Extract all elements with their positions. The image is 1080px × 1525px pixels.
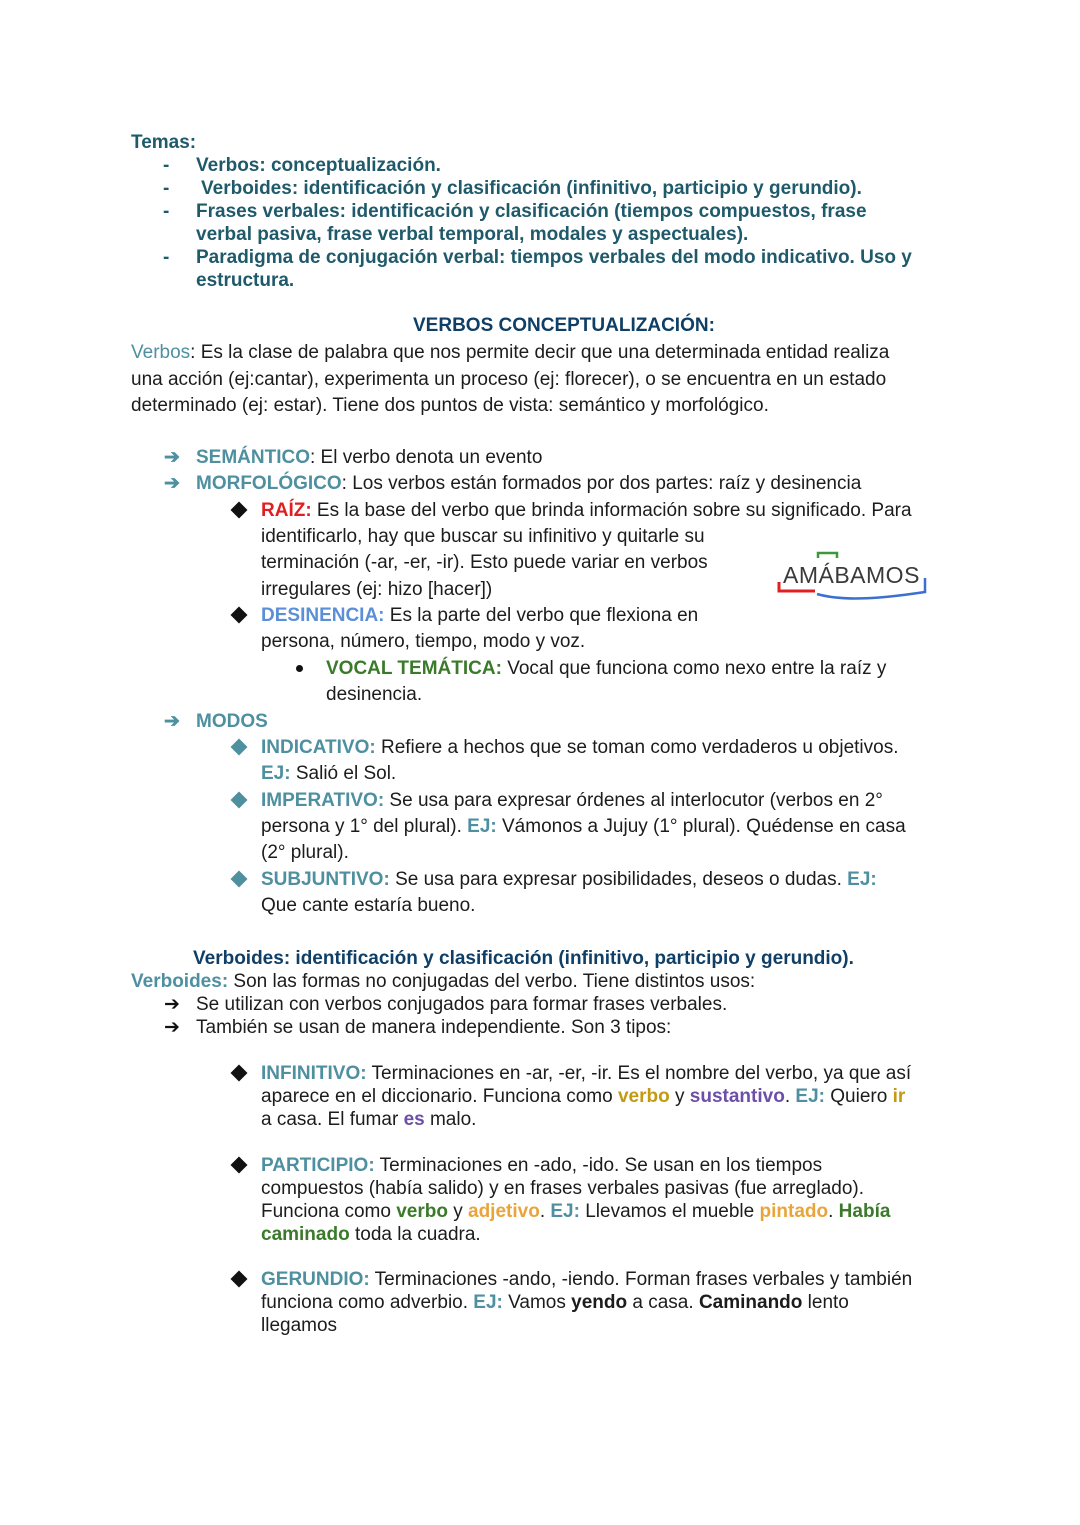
desinencia-item <box>261 604 698 627</box>
gerundio-label: GERUNDIO: <box>261 1269 370 1290</box>
verbo-word: verbo <box>617 1086 670 1107</box>
gerundio-text: funciona como adverbio. <box>261 1292 474 1313</box>
subjuntivo-label: SUBJUNTIVO: <box>261 869 390 890</box>
infinitivo-line <box>261 1108 476 1131</box>
dash-marker: - <box>163 155 170 176</box>
list-item: Se utilizan con verbos conjugados para formar frases verbales. <box>196 994 728 1015</box>
ej-label: EJ: <box>550 1201 580 1222</box>
gerundio-line <box>261 1291 849 1314</box>
imperativo-text: persona y 1° del plural). <box>261 816 468 837</box>
definition-text: : Es la clase de palabra que nos permite decir que una determinada entidad realiza <box>190 342 890 363</box>
yendo-word: yendo <box>571 1292 628 1313</box>
subjuntivo-text: Se usa para expresar posibilidades, deseos o dudas. <box>389 869 848 890</box>
participio-text: compuestos (había salido) y en frases verbales pasivas (fue arreglado). <box>261 1178 865 1199</box>
imperativo-text: (2° plural). <box>261 842 349 863</box>
section-heading: Verboides: identificación y clasificación (infinitivo, participio y gerundio). <box>193 948 854 969</box>
example-text: Llevamos el mueble <box>579 1201 760 1222</box>
dash-marker: - <box>163 201 170 222</box>
semantico-text: : El verbo denota un evento <box>310 447 543 468</box>
dot-bullet-icon <box>296 665 303 672</box>
tema-item: Paradigma de conjugación verbal: tiempos verbales del modo indicativo. Uso y <box>196 247 912 268</box>
punct: . <box>828 1201 839 1222</box>
diamond-bullet-icon <box>231 871 248 888</box>
ej-label: EJ: <box>467 816 497 837</box>
gerundio-item <box>261 1268 912 1291</box>
amabamos-word: AMÁBAMOS <box>783 562 920 588</box>
caminando-word: Caminando <box>698 1292 803 1313</box>
tema-item: Verbos: conceptualización. <box>196 155 441 176</box>
desinencia-text: Es la parte del verbo que flexiona en <box>384 605 699 626</box>
indicativo-example <box>261 762 396 785</box>
infinitivo-item <box>261 1062 911 1085</box>
semantico-label: SEMÁNTICO <box>196 447 310 468</box>
conjunction: y <box>447 1201 468 1222</box>
participio-text: Terminaciones en -ado, -ido. Se usan en los tiempos <box>374 1155 823 1176</box>
definition-text: determinado (ej: estar). Tiene dos puntos de vista: semántico y morfológico. <box>131 395 769 416</box>
infinitivo-label: INFINITIVO: <box>261 1063 367 1084</box>
tema-item: Verboides: identificación y clasificación (infinitivo, participio y gerundio). <box>201 178 862 199</box>
arrow-icon: ➔ <box>164 994 180 1015</box>
verbos-definition <box>131 341 889 364</box>
participio-label: PARTICIPIO: <box>261 1155 375 1176</box>
semantico-item <box>196 446 542 469</box>
diamond-bullet-icon <box>231 739 248 756</box>
amabamos-diagram <box>775 550 935 605</box>
adjetivo-word: adjetivo <box>468 1201 540 1222</box>
morfologico-label: MORFOLÓGICO <box>196 473 342 494</box>
tema-item-cont: estructura. <box>196 270 295 291</box>
vocal-item <box>326 657 886 680</box>
es-word: es <box>403 1109 425 1130</box>
dash-marker: - <box>163 178 170 199</box>
participio-text: Funciona como <box>261 1201 397 1222</box>
tema-item: Frases verbales: identificación y clasificación (tiempos compuestos, frase <box>196 201 867 222</box>
imperativo-item <box>261 789 883 812</box>
temas-title: Temas: <box>131 132 197 153</box>
vocal-text: desinencia. <box>326 684 423 705</box>
example-text: toda la cuadra. <box>349 1224 481 1245</box>
definition-text: una acción (ej:cantar), experimenta un proceso (ej: florecer), o se encuentra en un estado <box>131 369 887 390</box>
example-text: Que cante estaría bueno. <box>261 895 476 916</box>
verboides-definition <box>131 970 755 993</box>
indicativo-text: Refiere a hechos que se toman como verdaderos u objetivos. <box>375 737 899 758</box>
ir-word: ir <box>892 1086 906 1107</box>
raiz-label: RAÍZ: <box>261 500 312 521</box>
participio-line <box>261 1200 890 1223</box>
gerundio-text: Terminaciones -ando, -iendo. Forman frases verbales y también <box>369 1269 913 1290</box>
sustantivo-word: sustantivo <box>689 1086 785 1107</box>
imperativo-label: IMPERATIVO: <box>261 790 385 811</box>
list-item: También se usan de manera independiente. Son 3 tipos: <box>196 1017 672 1038</box>
conjunction: y <box>669 1086 690 1107</box>
diamond-bullet-icon <box>231 1271 248 1288</box>
infinitivo-line <box>261 1085 905 1108</box>
ej-label: EJ: <box>847 869 877 890</box>
example-text: Vámonos a Jujuy (1° plural). Quédense en casa <box>496 816 906 837</box>
example-text: lento <box>802 1292 849 1313</box>
raiz-text: Es la base del verbo que brinda información sobre su significado. Para <box>311 500 912 521</box>
verbos-label: Verbos <box>131 342 191 363</box>
arrow-icon: ➔ <box>164 1017 180 1038</box>
vocal-text: Vocal que funciona como nexo entre la raíz y <box>501 658 887 679</box>
morfologico-text: : Los verbos están formados por dos partes: raíz y desinencia <box>341 473 862 494</box>
ej-label: EJ: <box>473 1292 503 1313</box>
example-text: a casa. <box>627 1292 699 1313</box>
definition-text: Son las formas no conjugadas del verbo. Tiene distintos usos: <box>228 971 756 992</box>
section-heading: VERBOS CONCEPTUALIZACIÓN: <box>413 315 715 336</box>
punct: . <box>539 1201 551 1222</box>
pintado-word: pintado <box>759 1201 829 1222</box>
arrow-icon: ➔ <box>164 473 180 494</box>
raiz-text: terminación (-ar, -er, -ir). Esto puede variar en verbos <box>261 552 708 573</box>
modos-label: MODOS <box>196 711 268 732</box>
diamond-bullet-icon <box>231 792 248 809</box>
example-text: Salió el Sol. <box>290 763 397 784</box>
verbo-word: verbo <box>396 1201 448 1222</box>
dash-marker: - <box>163 247 170 268</box>
diamond-bullet-icon <box>231 1157 248 1174</box>
vocal-label: VOCAL TEMÁTICA: <box>326 658 502 679</box>
example-text: a casa. El fumar <box>261 1109 404 1130</box>
tema-item-cont: verbal pasiva, frase verbal temporal, modales y aspectuales). <box>196 224 749 245</box>
imperativo-text: Se usa para expresar órdenes al interlocutor (verbos en 2° <box>384 790 883 811</box>
raiz-text: identificarlo, hay que buscar su infinitivo y quitarle su <box>261 526 705 547</box>
ej-label: EJ: <box>261 763 291 784</box>
desinencia-label: DESINENCIA: <box>261 605 385 626</box>
desinencia-text: persona, número, tiempo, modo y voz. <box>261 631 586 652</box>
diamond-bullet-icon <box>231 502 248 519</box>
verboides-label: Verboides: <box>131 971 229 992</box>
indicativo-item <box>261 736 899 759</box>
ej-label: EJ: <box>795 1086 825 1107</box>
raiz-text: irregulares (ej: hizo [hacer]) <box>261 579 493 600</box>
indicativo-label: INDICATIVO: <box>261 737 376 758</box>
arrow-icon: ➔ <box>164 447 180 468</box>
imperativo-line <box>261 815 906 838</box>
diamond-bullet-icon <box>231 1065 248 1082</box>
example-text: llegamos <box>261 1315 338 1336</box>
arrow-icon: ➔ <box>164 711 180 732</box>
habia-word: Había <box>838 1201 891 1222</box>
infinitivo-text: aparece en el diccionario. Funciona como <box>261 1086 618 1107</box>
example-text: malo. <box>424 1109 477 1130</box>
example-text: Quiero <box>824 1086 893 1107</box>
punct: . <box>784 1086 796 1107</box>
example-text: Vamos <box>502 1292 572 1313</box>
morfologico-item <box>196 472 861 495</box>
participio-line <box>261 1223 481 1246</box>
subjuntivo-item <box>261 868 877 891</box>
diamond-bullet-icon <box>231 607 248 624</box>
infinitivo-text: Terminaciones en -ar, -er, -ir. Es el nombre del verbo, ya que así <box>366 1063 912 1084</box>
participio-item <box>261 1154 822 1177</box>
raiz-item <box>261 499 912 522</box>
caminado-word: caminado <box>261 1224 350 1245</box>
